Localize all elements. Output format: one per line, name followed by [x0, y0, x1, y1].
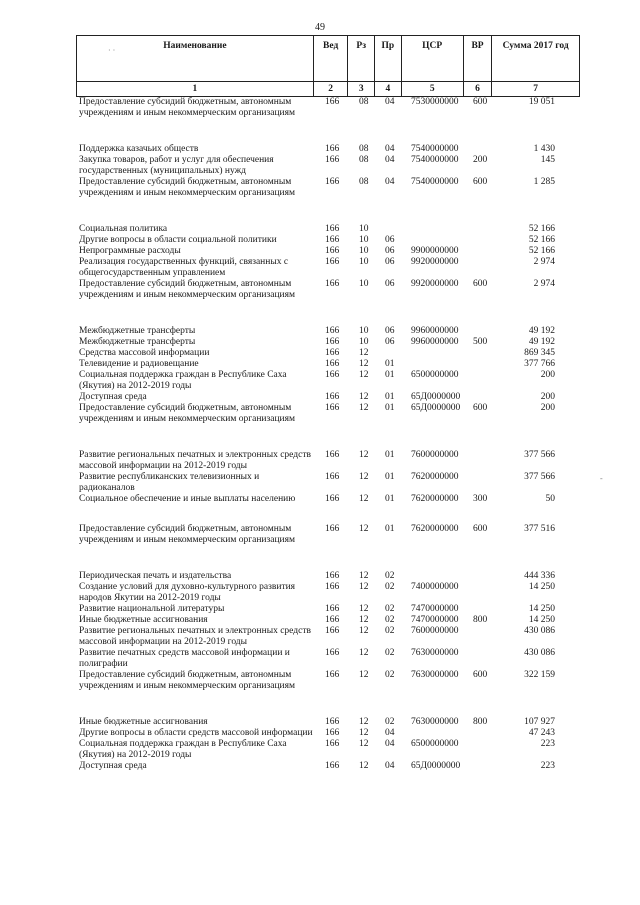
- cell-vr: [473, 359, 501, 370]
- header-csr: ЦСР: [401, 36, 463, 82]
- budget-table-header: [76, 35, 580, 97]
- cell-sum: 145: [540, 155, 555, 165]
- cell-csr: [411, 348, 473, 359]
- cell-pr: 02: [385, 582, 395, 592]
- table-row: [0, 370, 640, 392]
- cell-name: Другие вопросы в области средств массовой информации: [79, 728, 313, 738]
- cell-sum: 52 166: [528, 246, 555, 256]
- cell-name: Развитие региональных печатных и электронных средств массовой информации на 2012-2019 годы: [79, 626, 311, 647]
- cell-ved: 166: [325, 604, 340, 614]
- cell-csr: [411, 728, 473, 739]
- cell-vr: [473, 450, 501, 472]
- cell-ved: 166: [325, 246, 340, 256]
- cell-sum: 19 051: [528, 97, 555, 107]
- cell-csr: 7630000000: [411, 717, 459, 727]
- cell-name: Поддержка казачьих обществ: [79, 144, 199, 154]
- cell-pr: 01: [385, 392, 395, 402]
- cell-ved: 166: [325, 403, 340, 413]
- cell-vr: [473, 739, 501, 761]
- table-row: [0, 450, 640, 472]
- table-row: [0, 670, 640, 692]
- cell-name: Развитие национальной литературы: [79, 604, 225, 614]
- cell-pr: 01: [385, 524, 395, 534]
- cell-sum: 200: [540, 370, 555, 380]
- table-row: [0, 359, 640, 370]
- cell-vr: [473, 571, 501, 582]
- cell-csr: 7620000000: [411, 472, 459, 482]
- cell-rz: 08: [359, 97, 369, 107]
- cell-pr: 01: [385, 494, 395, 504]
- cell-name: Межбюджетные трансферты: [79, 337, 196, 347]
- cell-sum: 377 516: [524, 524, 555, 534]
- cell-pr: 06: [385, 257, 395, 267]
- cell-pr: 01: [385, 403, 395, 413]
- cell-sum: 200: [540, 392, 555, 402]
- cell-sum: 52 166: [528, 224, 555, 234]
- table-row: [0, 717, 640, 728]
- cell-sum: 1 285: [533, 177, 555, 187]
- cell-ved: 166: [325, 582, 340, 592]
- cell-csr: [411, 235, 473, 246]
- cell-ved: 166: [325, 717, 340, 727]
- cell-name: Предоставление субсидий бюджетным, автономным учреждениям и иным некоммерческим организациям: [79, 177, 296, 198]
- cell-csr: 6500000000: [411, 370, 459, 380]
- cell-ved: 166: [325, 728, 340, 738]
- cell-pr: 04: [385, 177, 395, 187]
- cell-ved: 166: [325, 450, 340, 460]
- cell-csr: 7620000000: [411, 524, 459, 534]
- cell-pr: 02: [385, 604, 395, 614]
- table-row: [0, 648, 640, 670]
- cell-vr: [473, 246, 501, 257]
- cell-sum: 107 927: [524, 717, 555, 727]
- cell-csr: 7470000000: [411, 604, 459, 614]
- cell-pr: 04: [385, 97, 395, 107]
- cell-ved: 166: [325, 524, 340, 534]
- cell-vr: [473, 144, 501, 155]
- table-row: [0, 739, 640, 761]
- cell-name: Предоставление субсидий бюджетным, автономным учреждениям и иным некоммерческим организациям: [79, 403, 296, 424]
- header-name: Наименование: [77, 36, 314, 82]
- cell-pr: 01: [385, 370, 395, 380]
- cell-ved: 166: [325, 144, 340, 154]
- cell-rz: 10: [359, 224, 369, 234]
- cell-vr: 600: [473, 97, 488, 107]
- cell-rz: 08: [359, 155, 369, 165]
- cell-sum: 47 243: [528, 728, 555, 738]
- cell-name: Социальная политика: [79, 224, 168, 234]
- cell-name: Предоставление субсидий бюджетным, автономным учреждениям и иным некоммерческим организациям: [79, 279, 296, 300]
- header-ved: Вед: [313, 36, 348, 82]
- header-vr: ВР: [463, 36, 492, 82]
- cell-rz: 12: [359, 615, 369, 625]
- cell-pr: 04: [385, 761, 395, 771]
- cell-csr: 9960000000: [411, 326, 459, 336]
- cell-rz: 10: [359, 235, 369, 245]
- table-row: [0, 761, 640, 772]
- cell-pr: [385, 224, 411, 235]
- cell-vr: [473, 370, 501, 392]
- cell-vr: 600: [473, 177, 488, 187]
- cell-rz: 12: [359, 472, 369, 482]
- cell-rz: 12: [359, 450, 369, 460]
- cell-vr: 600: [473, 403, 488, 413]
- cell-name: Реализация государственных функций, связанных с общегосударственным управлением: [79, 257, 289, 278]
- cell-csr: 7600000000: [411, 450, 459, 460]
- scan-mark: -: [600, 474, 603, 483]
- cell-rz: 10: [359, 337, 369, 347]
- cell-vr: [473, 728, 501, 739]
- cell-name: Социальное обеспечение и иные выплаты населению: [79, 494, 296, 504]
- cell-sum: 49 192: [528, 337, 555, 347]
- table-row: [0, 155, 640, 177]
- cell-rz: 10: [359, 279, 369, 289]
- cell-name: Периодическая печать и издательства: [79, 571, 232, 581]
- cell-csr: 9920000000: [411, 257, 459, 267]
- cell-csr: [411, 571, 473, 582]
- cell-ved: 166: [325, 326, 340, 336]
- cell-rz: 12: [359, 582, 369, 592]
- cell-rz: 08: [359, 177, 369, 187]
- cell-sum: 869 345: [524, 348, 555, 358]
- cell-vr: [473, 235, 501, 246]
- cell-ved: 166: [325, 348, 340, 358]
- table-row: [0, 728, 640, 739]
- cell-ved: 166: [325, 615, 340, 625]
- cell-rz: 12: [359, 739, 369, 749]
- cell-csr: 9960000000: [411, 337, 459, 347]
- header-rz: Рз: [348, 36, 375, 82]
- cell-rz: 12: [359, 648, 369, 658]
- cell-ved: 166: [325, 392, 340, 402]
- cell-sum: 200: [540, 403, 555, 413]
- cell-csr: 7540000000: [411, 177, 459, 187]
- cell-ved: 166: [325, 472, 340, 482]
- column-number: 7: [492, 82, 580, 97]
- cell-csr: [411, 359, 473, 370]
- cell-name: Предоставление субсидий бюджетным, автономным учреждениям и иным некоммерческим организациям: [79, 97, 296, 118]
- cell-name: Иные бюджетные ассигнования: [79, 717, 208, 727]
- cell-rz: 12: [359, 359, 369, 369]
- cell-ved: 166: [325, 224, 340, 234]
- cell-pr: [385, 348, 411, 359]
- cell-name: Развитие региональных печатных и электронных средств массовой информации на 2012-2019 годы: [79, 450, 311, 471]
- column-number: 3: [348, 82, 375, 97]
- cell-sum: 430 086: [524, 648, 555, 658]
- table-row: [0, 246, 640, 257]
- table-row: [0, 604, 640, 615]
- cell-ved: 166: [325, 337, 340, 347]
- cell-rz: 12: [359, 604, 369, 614]
- budget-table-body: [0, 97, 640, 772]
- cell-rz: 12: [359, 670, 369, 680]
- cell-vr: 500: [473, 337, 488, 347]
- cell-csr: 9900000000: [411, 246, 459, 256]
- table-row: [0, 626, 640, 648]
- table-row: [0, 235, 640, 246]
- cell-csr: 7400000000: [411, 582, 459, 592]
- cell-csr: 65Д0000000: [411, 761, 461, 771]
- cell-pr: 06: [385, 279, 395, 289]
- cell-csr: 7600000000: [411, 626, 459, 636]
- cell-vr: [473, 626, 501, 648]
- cell-rz: 12: [359, 403, 369, 413]
- cell-rz: 12: [359, 761, 369, 771]
- cell-name: Иные бюджетные ассигнования: [79, 615, 208, 625]
- cell-ved: 166: [325, 257, 340, 267]
- table-row: [0, 257, 640, 279]
- cell-name: Доступная среда: [79, 392, 147, 402]
- cell-ved: 166: [325, 648, 340, 658]
- cell-rz: 08: [359, 144, 369, 154]
- cell-sum: 14 250: [528, 615, 555, 625]
- column-number: 2: [313, 82, 348, 97]
- cell-sum: 2 974: [533, 257, 555, 267]
- cell-sum: 2 974: [533, 279, 555, 289]
- cell-sum: 444 336: [524, 571, 555, 581]
- cell-name: Развитие печатных средств массовой информации и полиграфии: [79, 648, 290, 669]
- cell-name: Развитие республиканских телевизионных и радиоканалов: [79, 472, 260, 493]
- cell-vr: [473, 604, 501, 615]
- cell-csr: 6500000000: [411, 739, 459, 749]
- cell-ved: 166: [325, 626, 340, 636]
- cell-pr: 02: [385, 571, 395, 581]
- table-row: [0, 279, 640, 301]
- cell-csr: [411, 224, 473, 235]
- table-row: [0, 177, 640, 199]
- header-pr: Пр: [375, 36, 402, 82]
- cell-csr: 7630000000: [411, 670, 459, 680]
- cell-name: Другие вопросы в области социальной политики: [79, 235, 277, 245]
- cell-name: Закупка товаров, работ и услуг для обеспечения государственных (муниципальных) нужд: [79, 155, 274, 176]
- cell-vr: [473, 348, 501, 359]
- cell-rz: 12: [359, 370, 369, 380]
- column-number: 1: [77, 82, 314, 97]
- table-row: [0, 524, 640, 546]
- cell-vr: [473, 582, 501, 604]
- cell-name: Телевидение и радиовещание: [79, 359, 199, 369]
- cell-rz: 10: [359, 246, 369, 256]
- cell-name: Предоставление субсидий бюджетным, автономным учреждениям и иным некоммерческим организациям: [79, 524, 296, 545]
- cell-pr: 02: [385, 717, 395, 727]
- cell-ved: 166: [325, 359, 340, 369]
- cell-pr: 02: [385, 648, 395, 658]
- cell-name: Социальная поддержка граждан в Республике Саха (Якутия) на 2012-2019 годы: [79, 739, 287, 760]
- cell-vr: 600: [473, 279, 488, 289]
- cell-vr: 300: [473, 494, 488, 504]
- column-number: 6: [463, 82, 492, 97]
- cell-sum: 377 566: [524, 472, 555, 482]
- cell-ved: 166: [325, 155, 340, 165]
- cell-sum: 52 166: [528, 235, 555, 245]
- cell-vr: [473, 648, 501, 670]
- cell-vr: 600: [473, 524, 488, 534]
- cell-ved: 166: [325, 670, 340, 680]
- cell-ved: 166: [325, 761, 340, 771]
- cell-csr: 65Д0000000: [411, 392, 461, 402]
- cell-ved: 166: [325, 370, 340, 380]
- cell-vr: 800: [473, 717, 488, 727]
- cell-rz: 12: [359, 728, 369, 738]
- cell-rz: 12: [359, 524, 369, 534]
- cell-csr: 7540000000: [411, 144, 459, 154]
- cell-csr: 7540000000: [411, 155, 459, 165]
- cell-name: Предоставление субсидий бюджетным, автономным учреждениям и иным некоммерческим организациям: [79, 670, 296, 691]
- cell-pr: 04: [385, 739, 395, 749]
- table-row: [0, 571, 640, 582]
- cell-csr: 7620000000: [411, 494, 459, 504]
- table-row: [0, 392, 640, 403]
- cell-rz: 12: [359, 392, 369, 402]
- cell-pr: 06: [385, 246, 395, 256]
- cell-name: Создание условий для духовно-культурного развития народов Якутии на 2012-2019 годы: [79, 582, 296, 603]
- cell-vr: 800: [473, 615, 488, 625]
- cell-rz: 12: [359, 626, 369, 636]
- cell-pr: 04: [385, 728, 395, 738]
- cell-ved: 166: [325, 235, 340, 245]
- cell-rz: 12: [359, 717, 369, 727]
- cell-name: Социальная поддержка граждан в Республике Саха (Якутия) на 2012-2019 годы: [79, 370, 287, 391]
- table-row: [0, 337, 640, 348]
- table-row: [0, 97, 640, 119]
- cell-sum: 223: [540, 761, 555, 771]
- table-row: [0, 144, 640, 155]
- cell-rz: 12: [359, 571, 369, 581]
- cell-sum: 49 192: [528, 326, 555, 336]
- cell-pr: 04: [385, 155, 395, 165]
- cell-sum: 430 086: [524, 626, 555, 636]
- column-number: 5: [401, 82, 463, 97]
- table-row: [0, 472, 640, 494]
- cell-pr: 06: [385, 326, 395, 336]
- cell-name: Доступная среда: [79, 761, 147, 771]
- cell-csr: 9920000000: [411, 279, 459, 289]
- cell-sum: 14 250: [528, 604, 555, 614]
- column-number-row: [77, 82, 580, 97]
- cell-vr: [473, 472, 501, 494]
- table-row: [0, 582, 640, 604]
- table-row: [0, 403, 640, 425]
- table-row: [0, 224, 640, 235]
- cell-csr: 7470000000: [411, 615, 459, 625]
- cell-pr: 02: [385, 670, 395, 680]
- cell-sum: 223: [540, 739, 555, 749]
- table-row: [0, 615, 640, 626]
- cell-csr: 7530000000: [411, 97, 459, 107]
- cell-ved: 166: [325, 177, 340, 187]
- table-row: [0, 348, 640, 359]
- cell-name: Средства массовой информации: [79, 348, 210, 358]
- cell-pr: 01: [385, 450, 395, 460]
- cell-sum: 377 566: [524, 450, 555, 460]
- cell-ved: 166: [325, 279, 340, 289]
- cell-rz: 10: [359, 326, 369, 336]
- cell-pr: 04: [385, 144, 395, 154]
- cell-rz: 10: [359, 257, 369, 267]
- cell-sum: 50: [545, 494, 555, 504]
- cell-pr: 06: [385, 235, 395, 245]
- cell-ved: 166: [325, 97, 340, 107]
- cell-sum: 377 766: [524, 359, 555, 369]
- cell-vr: 200: [473, 155, 488, 165]
- table-row: [0, 326, 640, 337]
- cell-vr: [473, 257, 501, 279]
- scan-mark: · ·: [108, 46, 116, 55]
- cell-csr: 65Д0000000: [411, 403, 461, 413]
- page-number: 49: [315, 22, 325, 33]
- cell-rz: 12: [359, 494, 369, 504]
- cell-ved: 166: [325, 494, 340, 504]
- cell-sum: 322 159: [524, 670, 555, 680]
- table-row: [0, 494, 640, 505]
- header-row: [77, 36, 580, 82]
- cell-pr: 02: [385, 626, 395, 636]
- header-sum: Сумма 2017 год: [492, 36, 580, 82]
- column-number: 4: [375, 82, 402, 97]
- cell-pr: 01: [385, 359, 395, 369]
- cell-vr: [473, 761, 501, 772]
- cell-ved: 166: [325, 739, 340, 749]
- cell-rz: 12: [359, 348, 369, 358]
- cell-vr: [473, 224, 501, 235]
- cell-vr: 600: [473, 670, 488, 680]
- cell-pr: 01: [385, 472, 395, 482]
- cell-sum: 1 430: [533, 144, 555, 154]
- cell-pr: 02: [385, 615, 395, 625]
- cell-name: Непрограммные расходы: [79, 246, 181, 256]
- cell-name: Межбюджетные трансферты: [79, 326, 196, 336]
- cell-sum: 14 250: [528, 582, 555, 592]
- cell-csr: 7630000000: [411, 648, 459, 658]
- cell-ved: 166: [325, 571, 340, 581]
- cell-vr: [473, 326, 501, 337]
- cell-vr: [473, 392, 501, 403]
- cell-pr: 06: [385, 337, 395, 347]
